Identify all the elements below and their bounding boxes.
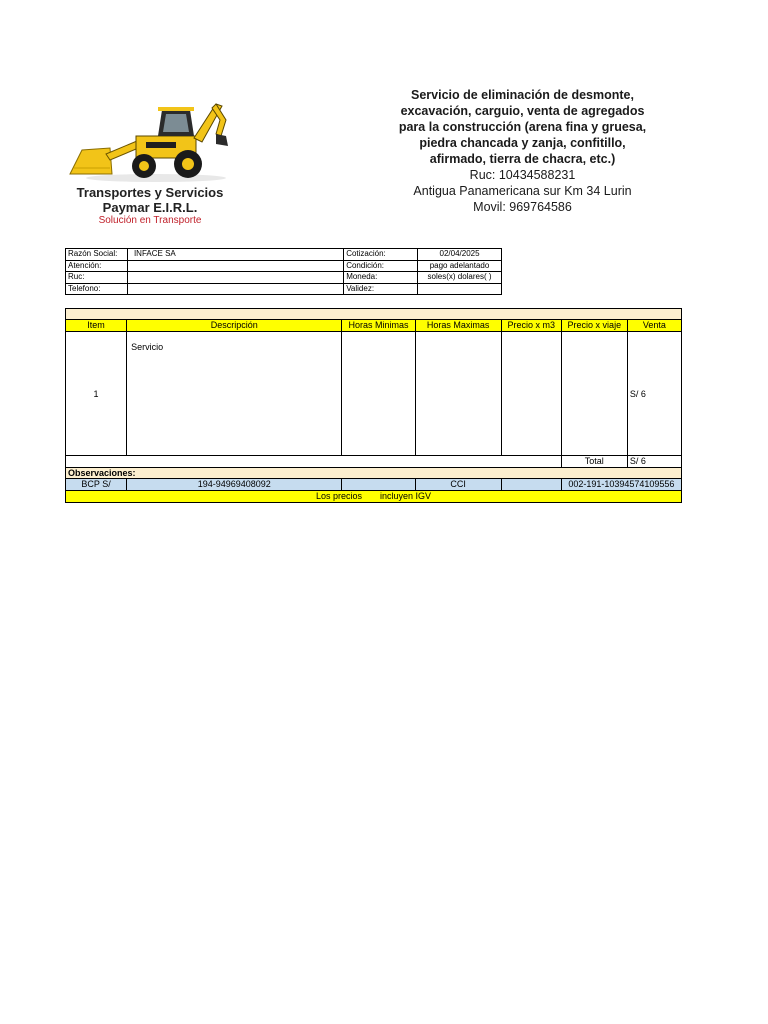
services-description: [380, 87, 665, 215]
moneda-label: Moneda:: [344, 272, 418, 284]
company-ruc: Ruc: 10434588231: [469, 168, 576, 182]
company-address: Antigua Panamericana sur Km 34 Lurin: [413, 184, 632, 198]
services-line3: para la construcción (arena fina y gruesa,: [398, 120, 647, 134]
header-venta: Venta: [627, 320, 681, 332]
services-line1: Servicio de eliminación de desmonte,: [411, 88, 634, 102]
cci-label: CCI: [415, 479, 501, 491]
header-horas-maximas: Horas Maximas: [415, 320, 501, 332]
info-row: [66, 260, 502, 272]
price-note-part2: incluyen IGV: [380, 491, 432, 501]
price-note: [66, 491, 682, 503]
quote-top-band: [66, 309, 682, 320]
atencion-label: Atención:: [66, 260, 128, 272]
company-name: [60, 185, 240, 215]
cci-number: 002-191-10394574109556: [561, 479, 681, 491]
info-row: [66, 283, 502, 295]
price-note-part1: Los precios: [315, 491, 362, 501]
header-descripcion: Descripción: [127, 320, 342, 332]
company-movil: Movil: 969764586: [473, 200, 572, 214]
bank-row: [66, 479, 682, 491]
table-row: [66, 332, 682, 456]
row-venta: S/ 6: [627, 332, 681, 456]
top-band-cell: [66, 309, 682, 320]
ruc-label: Ruc:: [66, 272, 128, 284]
company-name-line1: Transportes y Servicios: [76, 185, 224, 200]
row-item: 1: [66, 332, 127, 456]
row-description: Servicio: [127, 332, 342, 456]
quote-header-row: [66, 320, 682, 332]
excavator-backhoe-icon: [66, 88, 236, 184]
row-horas-minimas: [342, 332, 415, 456]
condicion-label: Condición:: [344, 260, 418, 272]
info-row: [66, 249, 502, 261]
cotizacion-value: 02/04/2025: [418, 249, 502, 261]
info-row: [66, 272, 502, 284]
row-precio-m3: [501, 332, 561, 456]
telefono-label: Telefono:: [66, 283, 128, 295]
company-slogan: Solución en Transporte: [98, 215, 202, 226]
header-precio-viaje: Precio x viaje: [561, 320, 627, 332]
services-line5: afirmado, tierra de chacra, etc.): [429, 152, 616, 166]
cotizacion-label: Cotización:: [344, 249, 418, 261]
header-precio-m3: Precio x m3: [501, 320, 561, 332]
total-label: Total: [561, 456, 627, 468]
total-row: [66, 456, 682, 468]
client-info-table: [65, 248, 502, 295]
razon-social-value: INFACE SA: [127, 249, 343, 261]
moneda-value: soles(x) dolares( ): [418, 272, 502, 284]
observaciones-label: Observaciones:: [66, 468, 682, 479]
observaciones-row: [66, 468, 682, 479]
atencion-value: [127, 260, 343, 272]
header-item: Item: [66, 320, 127, 332]
company-name-line2: Paymar E.I.R.L.: [102, 200, 198, 215]
price-note-row: [66, 491, 682, 503]
condicion-value: pago adelantado: [418, 260, 502, 272]
validez-value: [418, 283, 502, 295]
bank-account: 194-94969408092: [127, 479, 342, 491]
services-line4: piedra chancada y zanja, confitillo,: [419, 136, 626, 150]
header-horas-minimas: Horas Minimas: [342, 320, 415, 332]
telefono-value: [127, 283, 343, 295]
quote-table: [65, 308, 682, 503]
total-spacer: [66, 456, 562, 468]
total-value: S/ 6: [627, 456, 681, 468]
services-line2: excavación, carguio, venta de agregados: [400, 104, 645, 118]
razon-social-label: Razón Social:: [66, 249, 128, 261]
row-horas-maximas: [415, 332, 501, 456]
row-precio-viaje: [561, 332, 627, 456]
cci-spacer: [501, 479, 561, 491]
bank-spacer: [342, 479, 415, 491]
ruc-value: [127, 272, 343, 284]
bank-name: BCP S/: [66, 479, 127, 491]
validez-label: Validez:: [344, 283, 418, 295]
